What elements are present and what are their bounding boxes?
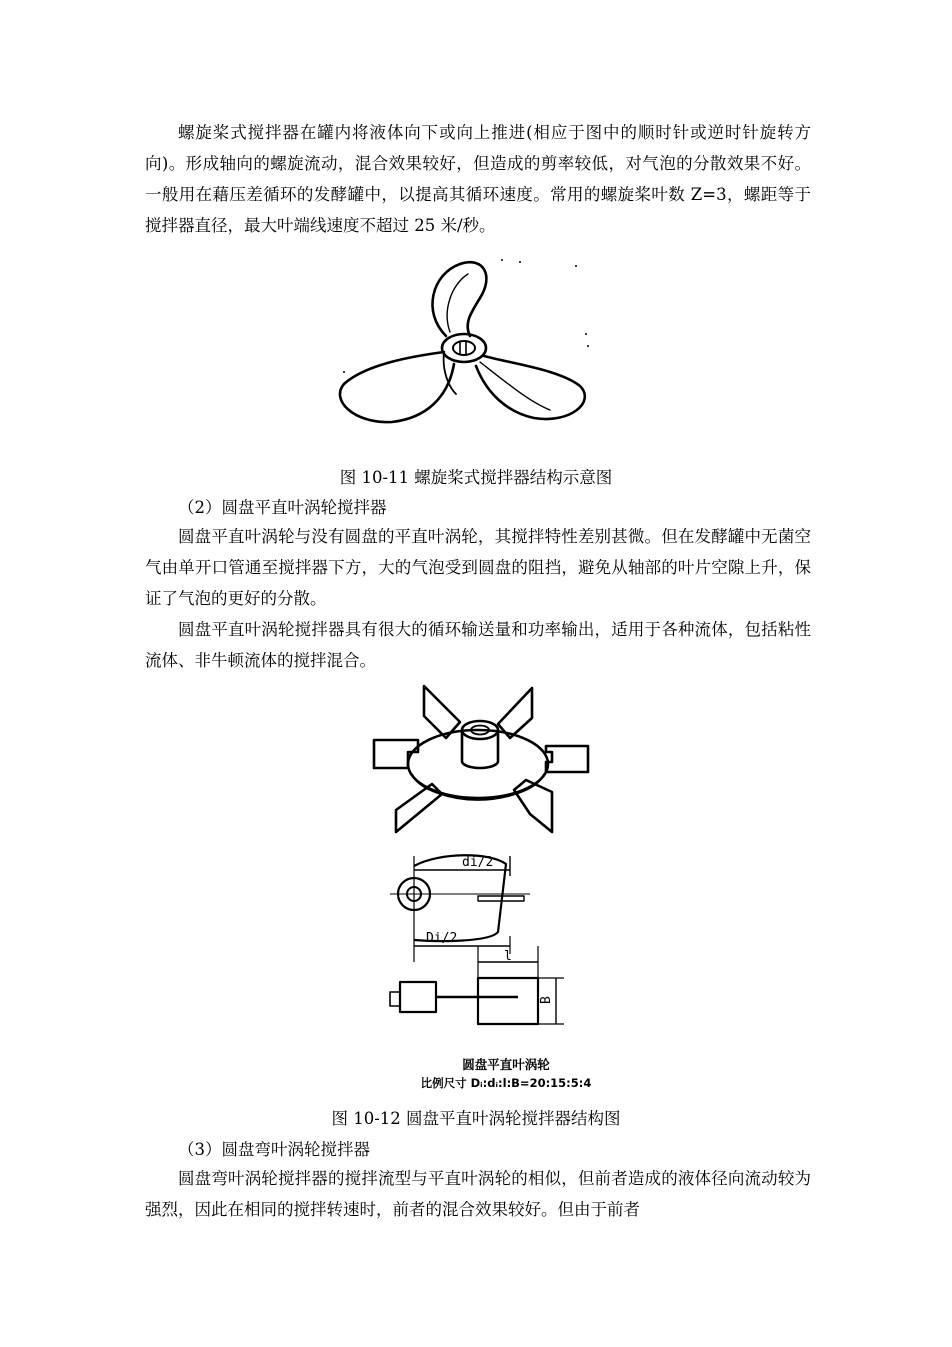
dim-label-di: di/2 <box>462 855 494 870</box>
paragraph-disc-flat-blade-application: 圆盘平直叶涡轮搅拌器具有很大的循环输送量和功率输出，适用于各种流体，包括粘性流体、非牛顿流体的搅拌混合。 <box>145 620 811 670</box>
propeller-blade-upper <box>432 262 486 336</box>
disc-turbine-perspective-figure <box>362 682 592 844</box>
section-heading-disc-flat-blade: （2）圆盘平直叶涡轮搅拌器 <box>178 498 387 517</box>
figure-10-12-caption: 图 10-12 圆盘平直叶涡轮搅拌器结构图 <box>331 1109 621 1128</box>
paragraph-propeller-intro: 螺旋桨式搅拌器在罐内将液体向下或向上推进(相应于图中的顺时针或逆时针旋转方向)。形成轴向的螺旋流动，混合效果较好，但造成的剪率较低，对气泡的分散效果不好。一般用在藉压差循环的发酵罐中，以提高其循环速度。常用的螺旋桨叶数 Z=3，螺距等于搅拌器直径，最大叶端线速度不超过 25 米/秒。 <box>145 123 811 235</box>
turbine-blade-upper-left <box>424 686 460 738</box>
paragraph-disc-curved-blade: 圆盘弯叶涡轮搅拌器的搅拌流型与平直叶涡轮的相似，但前者造成的液体径向流动较为强烈，因此在相同的搅拌转速时，前者的混合效果较好。但由于前者 <box>145 1169 811 1219</box>
dim-label-Di: Di/2 <box>426 931 458 946</box>
turbine-blade-lower-right <box>514 780 552 832</box>
section-heading-disc-curved-blade: （3）圆盘弯叶涡轮搅拌器 <box>178 1140 370 1159</box>
turbine-blade-upper-right <box>498 688 532 738</box>
figure-10-11-caption: 图 10-11 螺旋桨式搅拌器结构示意图 <box>339 468 613 487</box>
turbine-blade-right <box>546 746 588 772</box>
figure-inner-title: 圆盘平直叶涡轮 <box>462 1057 550 1072</box>
propeller-hub <box>442 334 486 362</box>
propeller-agitator-figure <box>330 252 600 432</box>
dim-label-l: l <box>504 949 512 964</box>
side-view-blade <box>478 978 538 1024</box>
propeller-blade-right <box>476 356 585 419</box>
side-view-hub <box>400 982 436 1012</box>
paragraph-disc-flat-blade: 圆盘平直叶涡轮与没有圆盘的平直叶涡轮，其搅拌特性差别甚微。但在发酵罐中无菌空气由单开口管通至搅拌器下方，大的气泡受到圆盘的阻挡，避免从轴部的叶片空隙上升，保证了气泡的更好的分散。 <box>145 527 811 608</box>
propeller-blade-left <box>340 352 454 422</box>
figure-dimension-ratio: 比例尺寸 Dᵢ:dᵢ:l:B=20:15:5:4 <box>420 1076 592 1090</box>
dim-label-B: B <box>539 996 554 1004</box>
disc-turbine-dimension-drawing <box>380 842 580 1038</box>
